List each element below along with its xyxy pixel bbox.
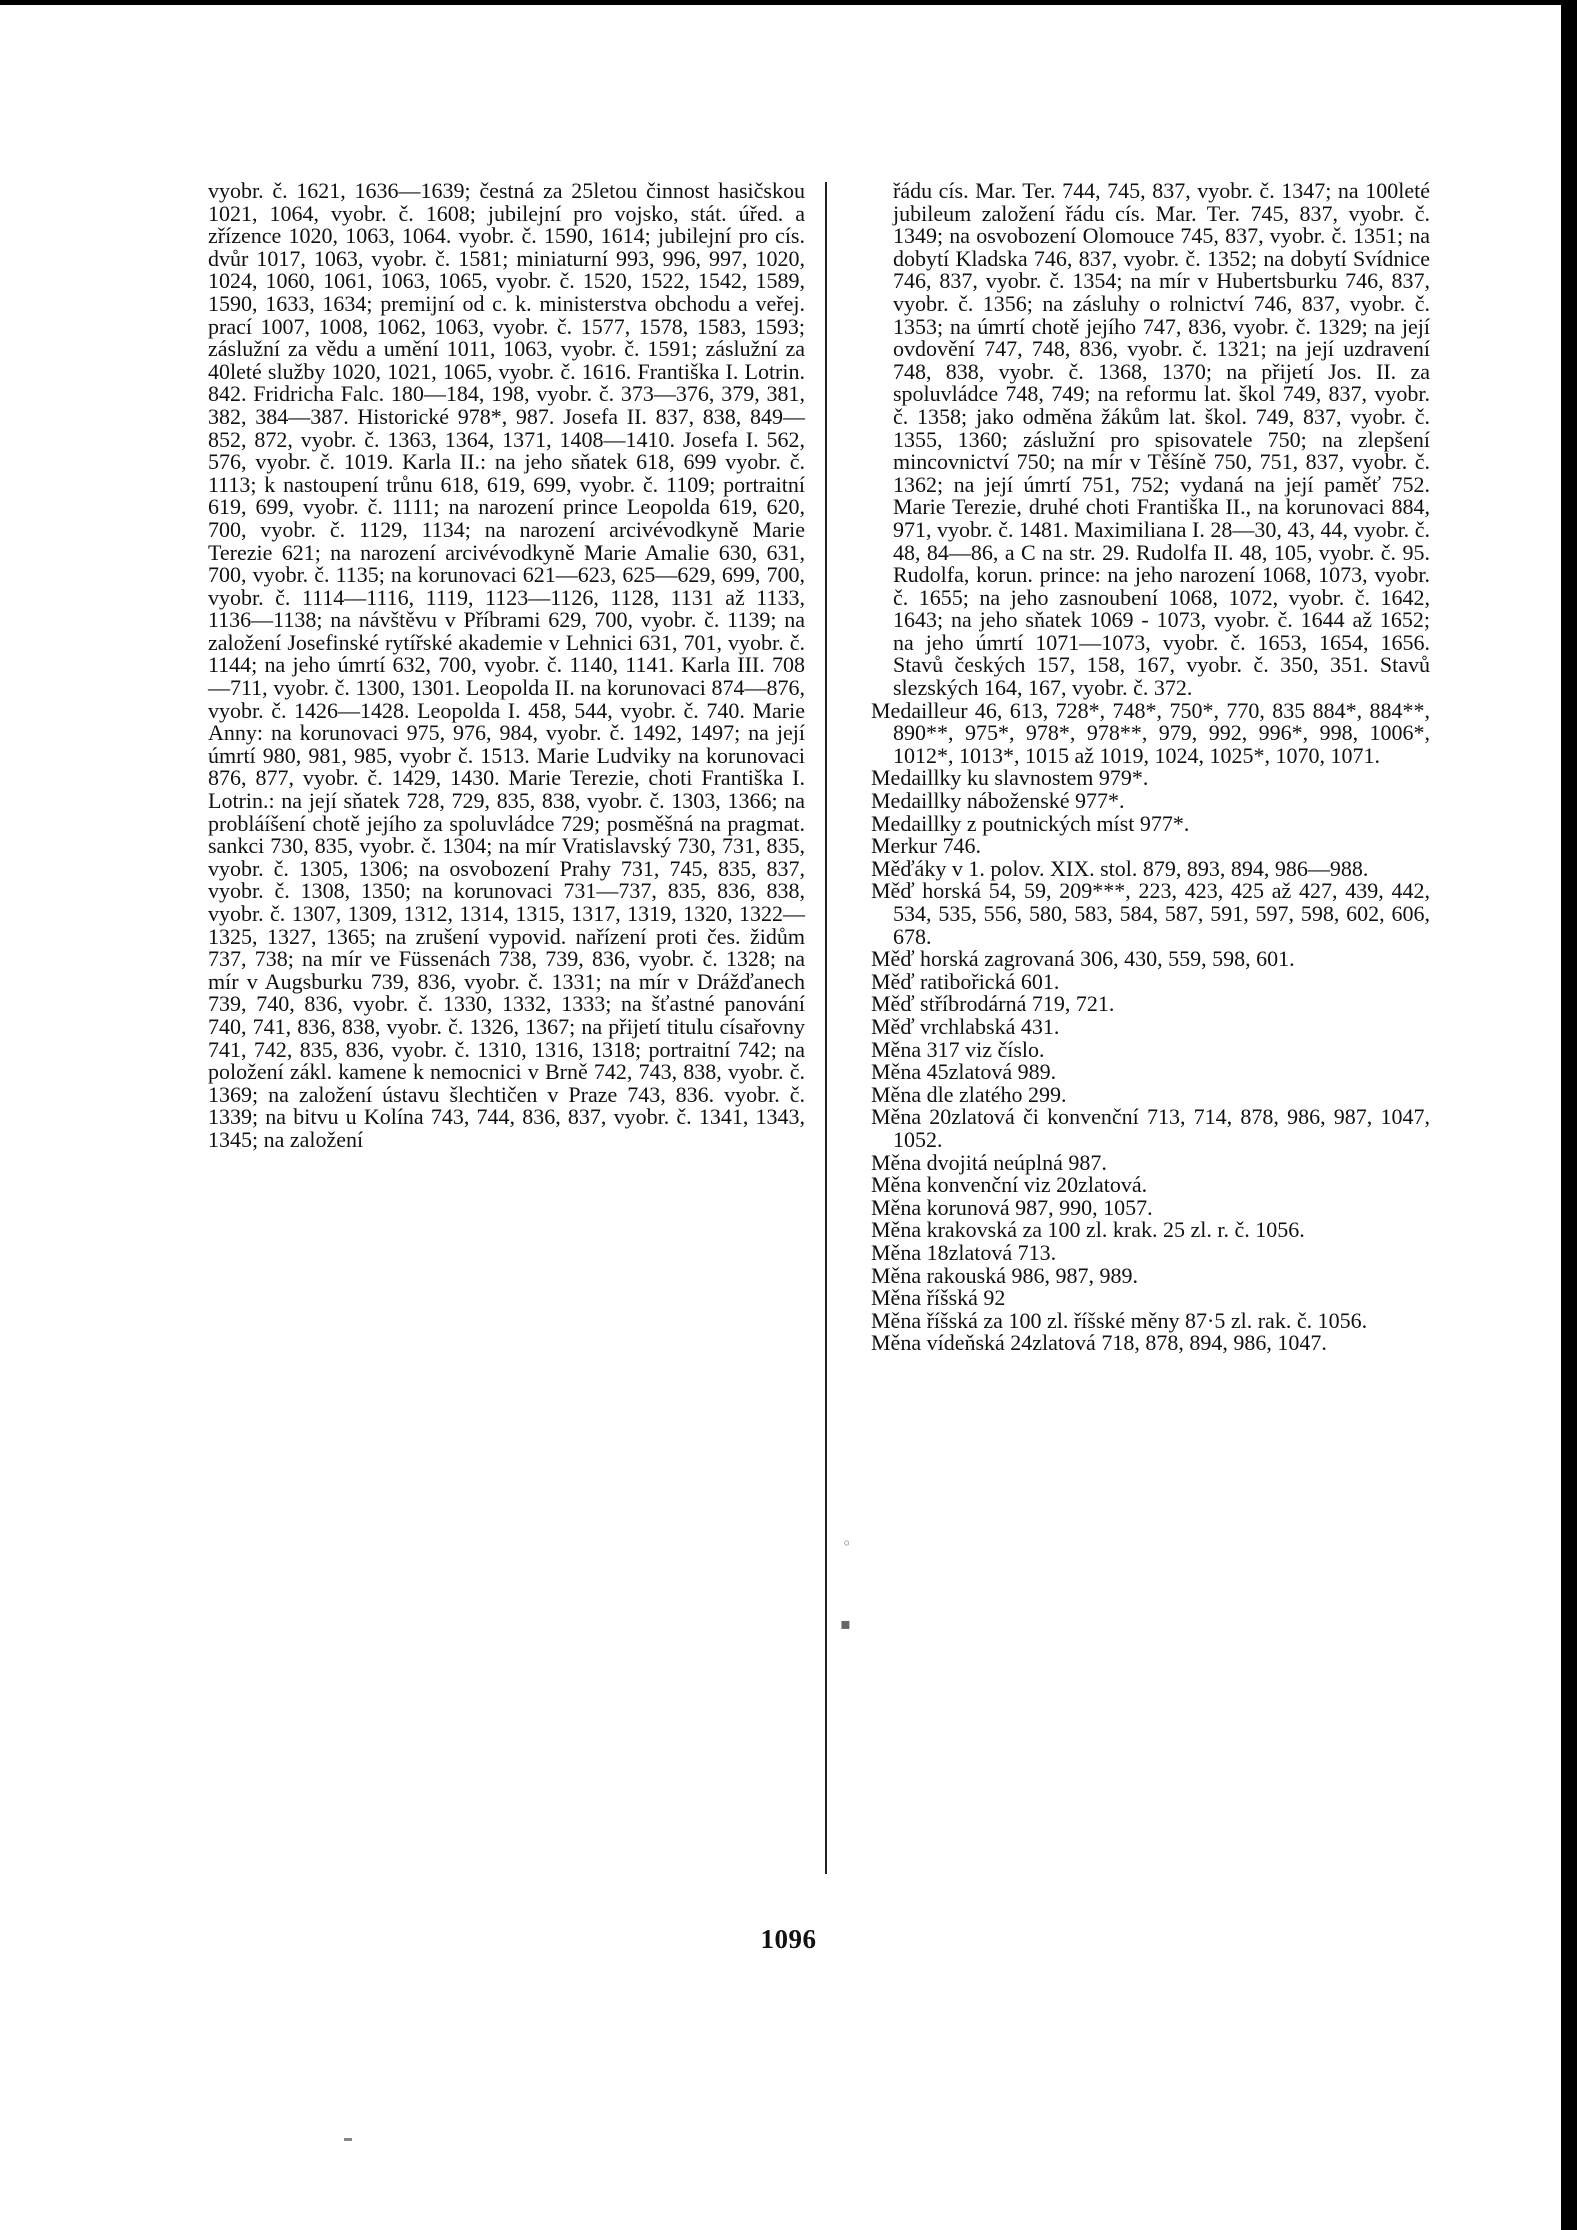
index-entry: Měna 317 viz číslo. <box>871 1036 1045 1062</box>
index-entry: Měď ratibořická 601. <box>871 968 1060 994</box>
index-entry: Měna vídeňská 24zlatová 718, 878, 894, 986, 1047. <box>871 1330 1327 1356</box>
scan-artifact-mark: ◦ <box>842 1534 852 1553</box>
right-column <box>871 180 1430 1355</box>
index-entry: Měna korunová 987, 990, 1057. <box>871 1194 1153 1220</box>
index-entry: Měna 45zlatová 989. <box>871 1059 1057 1085</box>
index-entry: Měď stříbrodárná 719, 721. <box>871 991 1115 1017</box>
index-entry: Medaillky z poutnických míst 977*. <box>871 810 1190 836</box>
index-entry: Měna dle zlatého 299. <box>871 1081 1067 1107</box>
index-entry: Medaillky náboženské 977*. <box>871 788 1125 814</box>
index-entry: Merkur 746. <box>871 833 981 859</box>
index-entry: Medailleur 46, 613, 728*, 748*, 750*, 770, 835 884*, 884**, 890**, 975*, 978*, 978**, 979, 992, 996*, 998, 1006*, 1012*, 1013*, 1015 až 1019, 1024, 1025*, 1070, 1071. <box>871 697 1430 768</box>
index-entry: Měna dvojitá neúplná 987. <box>871 1149 1107 1175</box>
left-column <box>208 180 805 1152</box>
scan-artifact-mark: ▪ <box>840 1614 851 1633</box>
index-entry: Měďáky v 1. polov. XIX. stol. 879, 893, 894, 986—988. <box>871 855 1369 881</box>
page-number: 1096 <box>760 1924 817 1954</box>
index-entry: Měď horská zagrovaná 306, 430, 559, 598, 601. <box>871 946 1295 972</box>
left-column-text: vyobr. č. 1621, 1636—1639; čestná za 25letou činnost hasičskou 1021, 1064, vyobr. č. 1608; jubilejní pro vojsko, stát. úřed. a zřízence 1020, 1063, 1064. vyobr. č. 1590, 1614; jubilejní pro cís. dvůr 1017, 1063, vyobr. č. 1581; miniaturní 993, 996, 997, 1020, 1024, 1060, 1061, 1063, 1065, vyobr. č. 1520, 1522, 1542, 1589, 1590, 1633, 1634; premijní od c. k. ministerstva obchodu a veřej. prací 1007, 1008, 1062, 1063, vyobr. č. 1577, 1578, 1583, 1593; záslužní za vědu a umění 1011, 1063, vyobr. č. 1591; záslužní za 40leté služby 1020, 1021, 1065, vyobr. č. 1616. Františka I. Lotrin. 842. Fridricha Falc. 180—184, 198, vyobr. č. 373—376, 379, 381, 382, 384—387. Historické 978*, 987. Josefa II. 837, 838, 849—852, 872, vyobr. č. 1363, 1364, 1371, 1408—1410. Josefa I. 562, 576, vyobr. č. 1019. Karla II.: na jeho sňatek 618, 699 vyobr. č. 1113; k nastoupení trůnu 618, 619, 699, vyobr. č. 1109; portraitní 619, 699, vyobr. č. 1111; na narození prince Leopolda 619, 620, 700, vyobr. č. 1129, 1134; na narození arcivévodkyně Marie Terezie 621; na narození arcivévodkyně Marie Amalie 630, 631, 700, vyobr. č. 1135; na korunovaci 621—623, 625—629, 699, 700, vyobr. č. 1114—1116, 1119, 1123—1126, 1128, 1131 až 1133, 1136—1138; na návštěvu v Příbrami 629, 700, vyobr. č. 1139; na založení Josefinské rytířské akademie v Lehnici 631, 701, vyobr. č. 1144; na jeho úmrtí 632, 700, vyobr. č. 1140, 1141. Karla III. 708—711, vyobr. č. 1300, 1301. Leopolda II. na korunovaci 874—876, vyobr. č. 1426—1428. Leopolda I. 458, 544, vyobr. č. 740. Marie Anny: na korunovaci 975, 976, 984, vyobr. č. 1492, 1497; na její úmrtí 980, 981, 985, vyobr č. 1513. Marie Ludviky na korunovaci 876, 877, vyobr. č. 1429, 1430. Marie Terezie, choti Františka I. Lotrin.: na její sňatek 728, 729, 835, 838, vyobr. č. 1303, 1366; na probláíšení chotě jejího za spoluvládce 729; posměšná na pragmat. sankci 730, 835, vyobr. č. 1304; na mír Vratislavský 730, 731, 835, vyobr. č. 1305, 1306; na osvobození Prahy 731, 745, 835, 837, vyobr. č. 1308, 1350; na korunovaci 731—737, 835, 836, 838, vyobr. č. 1307, 1309, 1312, 1314, 1315, 1317, 1319, 1320, 1322—1325, 1327, 1365; na zrušení vypovid. nařízení proti čes. židům 737, 738; na mír ve Füssenách 738, 739, 836, vyobr. č. 1328; na mír v Augsburku 739, 836, vyobr. č. 1331; na mír v Drážďanech 739, 740, 836, vyobr. č. 1330, 1332, 1333; na šťastné panování 740, 741, 836, 838, vyobr. č. 1326, 1367; na přijetí titulu císařovny 741, 742, 835, 836, vyobr. č. 1310, 1316, 1318; portraitní 742; na položení zákl. kamene k nemocnici v Brně 742, 743, 838, vyobr. č. 1369; na založení ústavu šlechtičen v Praze 743, 836. vyobr. č. 1339; na bitvu u Kolína 743, 744, 836, 837, vyobr. č. 1341, 1343, 1345; na založení <box>208 178 805 1152</box>
index-page <box>208 180 1430 1940</box>
index-entry: Měď vrchlabská 431. <box>871 1013 1060 1039</box>
index-entry: Měna 18zlatová 713. <box>871 1239 1057 1265</box>
index-entry: Měna říšská 92 <box>871 1285 1006 1311</box>
index-entry: Měna 20zlatová či konvenční 713, 714, 878, 986, 987, 1047, 1052. <box>871 1104 1430 1152</box>
index-entry: Měna krakovská za 100 zl. krak. 25 zl. r. č. 1056. <box>871 1217 1305 1243</box>
index-entry: Měď horská 54, 59, 209***, 223, 423, 425 až 427, 439, 442, 534, 535, 556, 580, 583, 584, 587, 591, 597, 598, 602, 606, 678. <box>871 878 1430 949</box>
scan-speck <box>344 2138 352 2141</box>
index-entry: Měna konvenční viz 20zlatová. <box>871 1172 1148 1198</box>
right-column-continuation: řádu cís. Mar. Ter. 744, 745, 837, vyobr. č. 1347; na 100leté jubileum založení řádu cís. Mar. Ter. 745, 837, vyobr. č. 1349; na osvobození Olomouce 745, 837, vyobr. č. 1351; na dobytí Kladska 746, 837, vyobr. č. 1352; na dobytí Svídnice 746, 837, vyobr. č. 1354; na mír v Hubertsburku 746, 837, vyobr. č. 1356; na zásluhy o rolnictví 746, 837, vyobr. č. 1353; na úmrtí chotě jejího 747, 836, vyobr. č. 1329; na její ovdovění 747, 748, 836, vyobr. č. 1321; na její uzdravení 748, 838, vyobr. č. 1368, 1370; na přijetí Jos. II. za spoluvládce 748, 749; na reformu lat. škol 749, 837, vyobr. č. 1358; jako odměna žákům lat. škol. 749, 837, vyobr. č. 1355, 1360; záslužní pro spisovatele 750; na zlepšení mincovnictví 750; na mír v Těšíně 750, 751, 837, vyobr. č. 1362; na její úmrtí 751, 752; vydaná na její paměť 752. Marie Terezie, druhé choti Františka II., na korunovaci 884, 971, vyobr. č. 1481. Maximiliana I. 28—30, 43, 44, vyobr. č. 48, 84—86, a C na str. 29. Rudolfa II. 48, 105, vyobr. č. 95. Rudolfa, korun. prince: na jeho narození 1068, 1073, vyobr. č. 1655; na jeho zasnoubení 1068, 1072, vyobr. č. 1642, 1643; na jeho sňatek 1069 - 1073, vyobr. č. 1644 až 1652; na jeho úmrtí 1071—1073, vyobr. č. 1653, 1654, 1656. Stavů českých 157, 158, 167, vyobr. č. 350, 351. Stavů slezských 164, 167, vyobr. č. 372. <box>893 178 1430 701</box>
index-entry: Měna rakouská 986, 987, 989. <box>871 1262 1139 1288</box>
index-entry: Měna říšská za 100 zl. říšské měny 87·5 zl. rak. č. 1056. <box>871 1307 1368 1333</box>
scan-edge-right <box>1561 0 1577 2230</box>
column-divider <box>825 182 827 1874</box>
index-entry: Medaillky ku slavnostem 979*. <box>871 765 1149 791</box>
scan-edge-top <box>0 0 1577 5</box>
